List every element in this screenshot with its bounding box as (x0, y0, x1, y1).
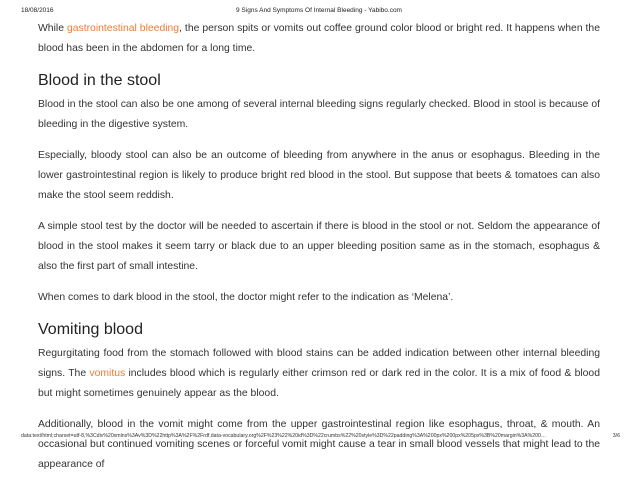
page-title: 9 Signs And Symptoms Of Internal Bleeding - Yabibo.com (236, 7, 402, 14)
vomitus-link[interactable]: vomitus (89, 368, 126, 379)
paragraph: A simple stool test by the doctor will be needed to ascertain if there is blood in the stool or not. Seldom the appearance of blood in the stool makes it seem tarry or black due to an upper bleeding position same as in the stomach, esophagus & also the first part of small intestine. (38, 221, 600, 272)
article-body (38, 19, 600, 486)
intro-paragraph: While gastrointestinal bleeding, the person spits or vomits out coffee ground color blood or bright red. It happens when the blood has been in the abdomen for a long time. (38, 23, 600, 54)
section-heading-blood-in-stool: Blood in the stool (38, 72, 161, 89)
print-date: 18/08/2016 (21, 7, 54, 14)
paragraph: Additionally, blood in the vomit might come from the upper gastrointestinal region like esophagus, throat, & mouth. An occasional but continued vomiting scenes or forceful vomit might cause a tear in small blood vessels that might lead to the appearance of (38, 419, 600, 470)
paragraph: Especially, bloody stool can also be an outcome of bleeding from anywhere in the anus or esophagus. Bleeding in the lower gastrointestinal region is likely to produce bright red blood in the stool. But suppose that beets & tomatoes can also make the stool seem reddish. (38, 150, 600, 201)
section-heading-vomiting-blood: Vomiting blood (38, 321, 143, 338)
source-url: data:text/html;charset=utf-8,%3Cdiv%20xmlns%3Av%3D%22http%3A%2F%2Frdf.data-vocabulary.org%2F%23%22%20id%3D%22crumbs%22%20style%3D%22padding%3A%200px%200px%205px%3B%20margin%3A%200… (21, 433, 547, 439)
gastrointestinal-bleeding-link[interactable]: gastrointestinal bleeding (66, 23, 180, 34)
paragraph: Blood in the stool can also be one among of several internal bleeding signs regularly checked. Blood in stool is because of bleeding in the digestive system. (38, 99, 600, 130)
paragraph: Regurgitating food from the stomach followed with blood stains can be added indication between other internal bleeding signs. The vomitus includes blood which is regularly either crimson red or dark red in the color. It is a mix of food & blood but might sometimes genuinely appear as the blood. (38, 348, 600, 399)
paragraph: When comes to dark blood in the stool, the doctor might refer to the indication as ‘Melena’. (38, 292, 454, 303)
page-number: 3/6 (612, 433, 620, 439)
